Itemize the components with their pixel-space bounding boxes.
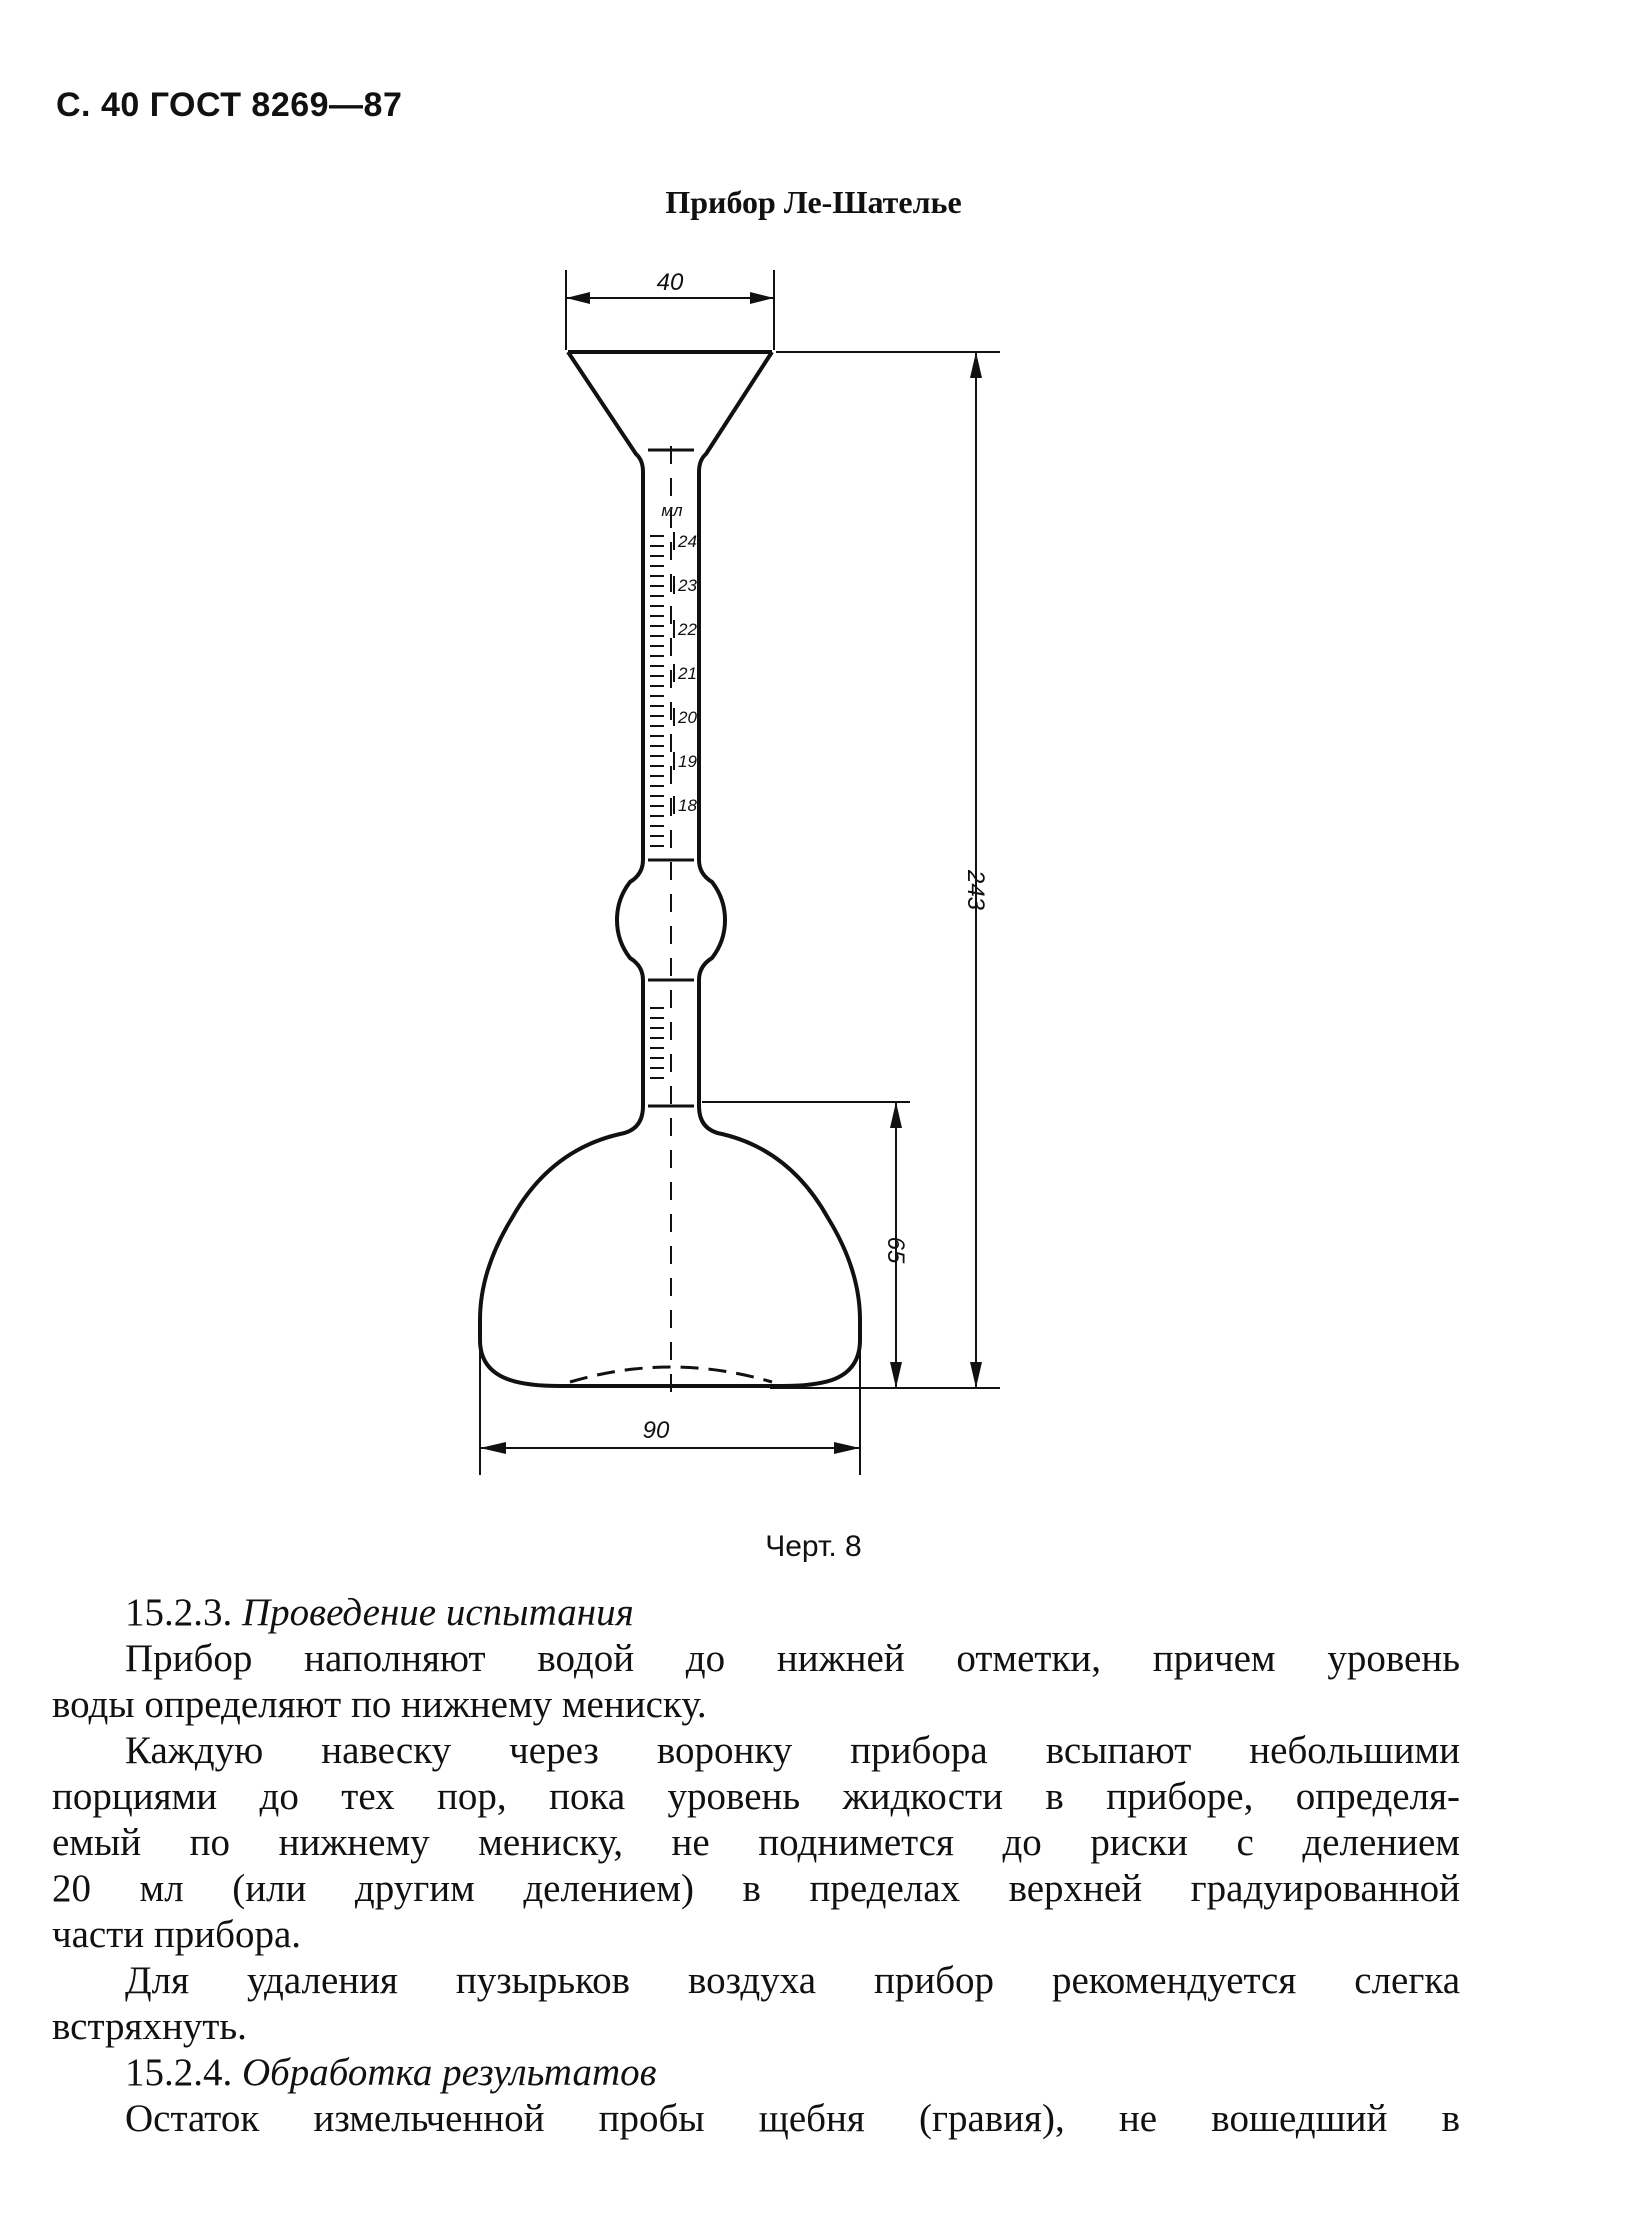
scale-label-22: 22: [678, 620, 697, 639]
paragraph-line: емый по нижнему мениску, не поднимется до риски с делением: [52, 1821, 1460, 1864]
upper-scale-ticks: [650, 536, 664, 846]
paragraph-line: 20 мл (или другим делением) в пределах верхней градуированной: [52, 1867, 1460, 1910]
section-title: Проведение испытания: [242, 1591, 634, 1634]
scale-label-18: 18: [678, 796, 697, 815]
scale-label-23: 23: [678, 576, 697, 595]
body-text: [52, 1590, 1460, 2142]
paragraph-line: воды определяют по нижнему мениску.: [52, 1683, 707, 1726]
scale-label-21: 21: [678, 664, 697, 683]
paragraph-line: порциями до тех пор, пока уровень жидкости в приборе, определя-: [52, 1775, 1460, 1818]
paragraph-line: встряхнуть.: [52, 2005, 247, 2048]
paragraph-line: Прибор наполняют водой до нижней отметки, причем уровень: [125, 1637, 1460, 1680]
paragraph-line: Каждую навеску через воронку прибора всыпают небольшими: [125, 1729, 1460, 1772]
dim-bottom-width: [480, 1350, 860, 1475]
dim-total-height-label: 243: [962, 869, 989, 911]
page-header: С. 40 ГОСТ 8269—87: [56, 86, 403, 124]
paragraph-line: Для удаления пузырьков воздуха прибор рекомендуется слегка: [125, 1959, 1460, 2002]
scale-label-20: 20: [678, 708, 697, 727]
paragraph-line: части прибора.: [52, 1913, 302, 1956]
section-heading-15-2-4: [125, 2050, 1460, 2096]
section-title: Обработка результатов: [242, 2051, 657, 2094]
figure-title: Прибор Ле-Шателье: [665, 184, 962, 220]
scale-label-24: 24: [678, 532, 697, 551]
flask-svg: [440, 250, 1040, 1510]
figure-caption: Черт. 8: [765, 1530, 862, 1563]
unit-label: мл: [661, 501, 683, 520]
paragraph-line: Остаток измельченной пробы щебня (гравия), не вошедший в: [125, 2097, 1460, 2140]
lower-scale-ticks: [650, 1008, 664, 1078]
scale-label-19: 19: [678, 752, 697, 771]
section-number: 15.2.3.: [125, 1591, 233, 1634]
dim-extension-lines: [702, 352, 1000, 1388]
section-heading-15-2-3: [125, 1590, 1460, 1636]
dim-bottom-height-label: 65: [882, 1236, 909, 1264]
dim-top-width-label: 40: [656, 269, 684, 296]
section-number: 15.2.4.: [125, 2051, 233, 2094]
le-chatelier-flask-drawing: [440, 250, 1040, 1510]
dim-bottom-width-label: 90: [642, 1417, 670, 1444]
